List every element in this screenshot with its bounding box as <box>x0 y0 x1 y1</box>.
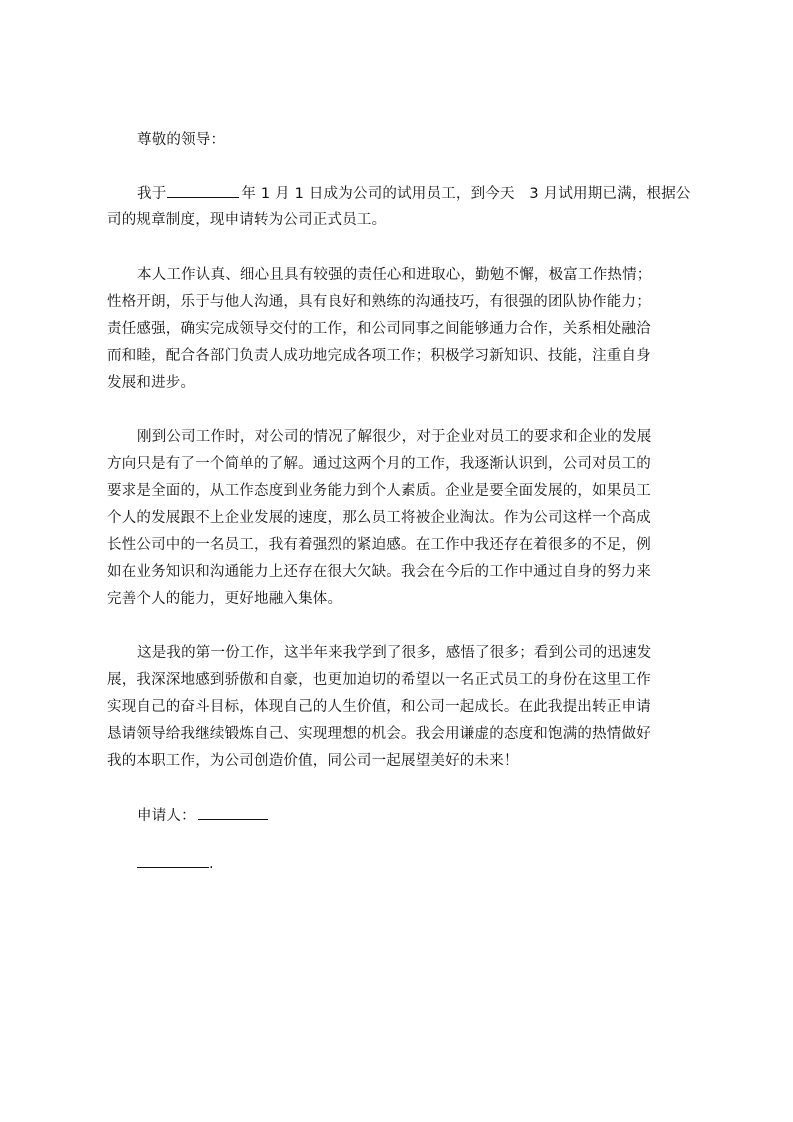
signature-line <box>137 805 268 826</box>
paragraph-3-line-4: 个人的发展跟不上企业发展的速度，那么员工将被企业淘汰。作为公司这样一个高成 <box>107 510 651 526</box>
p1-text-a: 我于 <box>137 186 167 202</box>
paragraph-3-line-1: 刚到公司工作时，对公司的情况了解很少，对于企业对员工的要求和企业的发展 <box>137 429 652 445</box>
year-blank <box>167 183 239 198</box>
paragraph-3-line-7: 完善个人的能力，更好地融入集体。 <box>107 591 343 607</box>
signature-label: 申请人： <box>137 808 196 824</box>
paragraph-4-line-2: 展，我深深地感到骄傲和自豪，也更加迫切的希望以一名正式员工的身份在这里工作 <box>107 672 651 688</box>
paragraph-2-line-2: 性格开朗，乐于与他人沟通，具有良好和熟练的沟通技巧，有很强的团队协作能力； <box>107 294 651 310</box>
paragraph-3-line-5: 长性公司中的一名员工，我有着强烈的紧迫感。在工作中我还存在着很多的不足，例 <box>107 537 651 553</box>
paragraph-3-line-3: 要求是全面的，从工作态度到业务能力到个人素质。企业是要全面发展的，如果员工 <box>107 483 651 499</box>
paragraph-4-line-4: 恳请领导给我继续锻炼自己、实现理想的机会。我会用谦虚的态度和饱满的热情做好 <box>107 726 651 742</box>
signature-blank <box>198 805 268 820</box>
paragraph-1-line-2: 司的规章制度，现申请转为公司正式员工。 <box>107 212 387 228</box>
paragraph-4-line-1: 这是我的第一份工作，这半年来我学到了很多，感悟了很多；看到公司的迅速发 <box>137 645 652 661</box>
paragraph-2-line-3: 责任感强，确实完成领导交付的工作，和公司同事之间能够通力合作，关系相处融洽 <box>107 321 651 337</box>
paragraph-2-line-1: 本人工作认真、细心且具有较强的责任心和进取心，勤勉不懈，极富工作热情； <box>137 267 652 283</box>
paragraph-4-line-5: 我的本职工作，为公司创造价值，同公司一起展望美好的未来！ <box>107 753 519 769</box>
date-blank <box>137 853 209 868</box>
paragraph-3-line-2: 方向只是有了一个简单的了解。通过这两个月的工作，我逐渐认识到，公司对员工的 <box>107 456 651 472</box>
paragraph-1-line-1 <box>137 183 691 204</box>
date-suffix: . <box>209 856 214 872</box>
p1-text-b: 年 1 月 1 日成为公司的试用员工，到今天 3 月试用期已满，根据公 <box>241 186 691 202</box>
paragraph-4-line-3: 实现自己的奋斗目标，体现自己的人生价值，和公司一起成长。在此我提出转正申请 <box>107 699 651 715</box>
paragraph-2-line-4: 而和睦，配合各部门负责人成功地完成各项工作；积极学习新知识、技能，注重自身 <box>107 348 651 364</box>
date-line <box>137 853 214 874</box>
paragraph-3-line-6: 如在业务知识和沟通能力上还存在很大欠缺。我会在今后的工作中通过自身的努力来 <box>107 564 651 580</box>
salutation: 尊敬的领导： <box>137 132 226 148</box>
paragraph-2-line-5: 发展和进步。 <box>107 375 196 391</box>
